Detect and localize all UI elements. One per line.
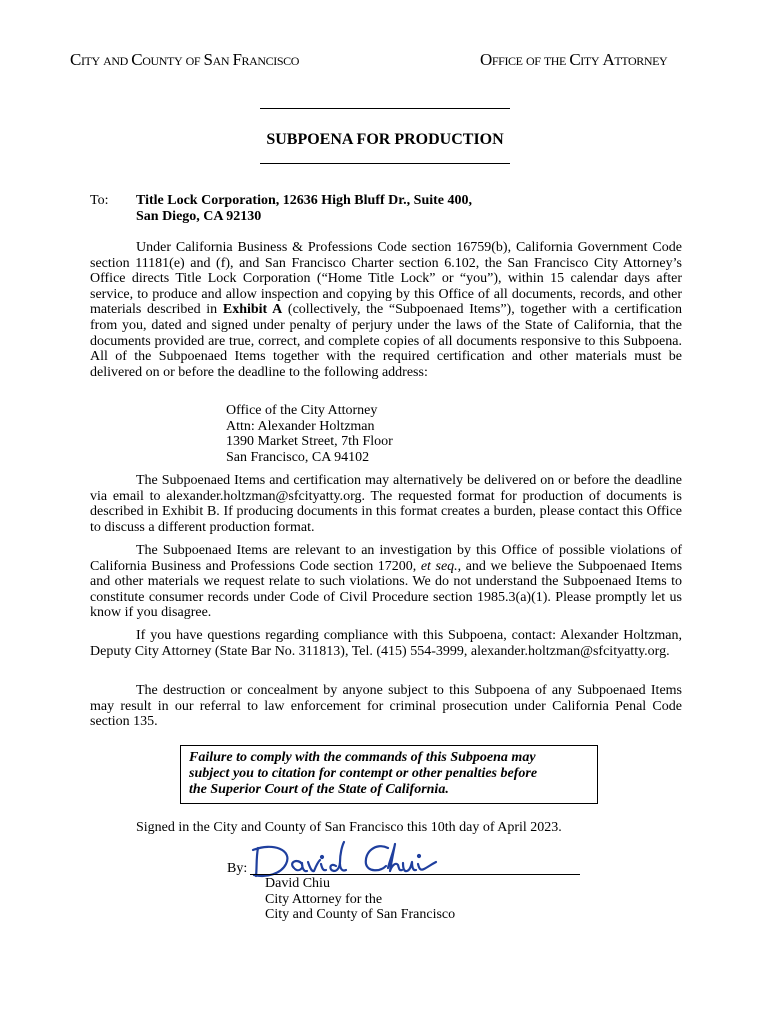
et-seq-italic: et seq.	[420, 558, 458, 574]
recipient-line-1: Title Lock Corporation, 12636 High Bluff Dr., Suite 400,	[136, 193, 473, 208]
title-rule-bottom	[260, 163, 510, 164]
signer-title-line-2: City and County of San Francisco	[265, 907, 456, 923]
exhibit-a-ref: Exhibit A	[222, 302, 283, 318]
recipient-label: To:	[90, 193, 109, 208]
signature-line	[250, 874, 580, 875]
delivery-address-line-2: Attn: Alexander Holtzman	[226, 418, 375, 434]
delivery-address-line-3: 1390 Market Street, 7th Floor	[226, 434, 393, 450]
signer-title-line-1: City Attorney for the	[265, 891, 383, 907]
paragraph-email-delivery: The Subpoenaed Items and certification may alternatively be delivered on or before the deadline via email to alexander.holtzman@sfcityatty.org. The requested format for production of documents is described in Exhibit B. If producing documents in this format creates a burden, please contact this Office to discuss a different production format.	[90, 473, 682, 535]
document-title: SUBPOENA FOR PRODUCTION	[266, 131, 504, 148]
recipient-line-2: San Diego, CA 92130	[136, 209, 262, 224]
penalty-warning-box	[180, 745, 598, 804]
paragraph-directive: Under California Business & Professions Code section 16759(b), California Government Code section 11181(e) and (f), and San Francisco Charter section 6.102, the San Francisco City Attorney’s Office directs Title Lock Corporation (“Home Title Lock” or “you”), within 15 calendar days after service, to produce and allow inspection and copying by this Office of all documents, records, and other materials described in Exhibit A (collectively, the “Subpoenaed Items”), together with a certification from you, dated and signed under penalty of perjury under the laws of the State of California, that the documents provided are true, correct, and complete copies of all documents responsive to this Subpoena. All of the Subpoenaed Items together with the required certification and other materials must be delivered on or before the deadline to the following address:	[90, 240, 682, 380]
delivery-address-line-1: Office of the City Attorney	[226, 403, 378, 418]
warning-line-2: subject you to citation for contempt or other penalties before	[189, 766, 538, 781]
signer-block	[265, 876, 455, 923]
paragraph-destruction-warning: The destruction or concealment by anyone subject to this Subpoena of any Subpoenaed Items may result in our referral to law enforcement for criminal prosecution under California Penal Code section 135.	[90, 683, 682, 730]
paragraph-contact: If you have questions regarding compliance with this Subpoena, contact: Alexander Holtzman, Deputy City Attorney (State Bar No. 311813), Tel. (415) 554-3999, alexander.holtzman@sfcityatty.org.	[90, 628, 682, 659]
delivery-address-line-4: San Francisco, CA 94102	[226, 449, 370, 465]
delivery-address	[226, 403, 393, 465]
header-office-county: CITY AND COUNTY OF SAN FRANCISCO	[70, 50, 300, 69]
title-rule-top	[260, 108, 510, 109]
by-label: By:	[227, 861, 248, 876]
warning-line-3: the Superior Court of the State of California.	[189, 782, 449, 797]
header-office-attorney: OFFICE OF THE CITY ATTORNEY	[480, 50, 668, 69]
signed-date-line: Signed in the City and County of San Francisco this 10th day of April 2023.	[136, 820, 562, 835]
signer-name: David Chiu	[265, 876, 330, 891]
recipient-address	[136, 193, 472, 225]
warning-line-1: Failure to comply with the commands of this Subpoena may	[189, 750, 536, 765]
paragraph-relevance: The Subpoenaed Items are relevant to an investigation by this Office of possible violations of California Business and Professions Code section 17200, et seq., and we believe the Subpoenaed Items and other materials we request relate to such violations. We do not understand the Subpoenaed Items to constitute consumer records under Code of Civil Procedure section 1985.3(a)(1). Please promptly let us know if you disagree.	[90, 543, 683, 621]
